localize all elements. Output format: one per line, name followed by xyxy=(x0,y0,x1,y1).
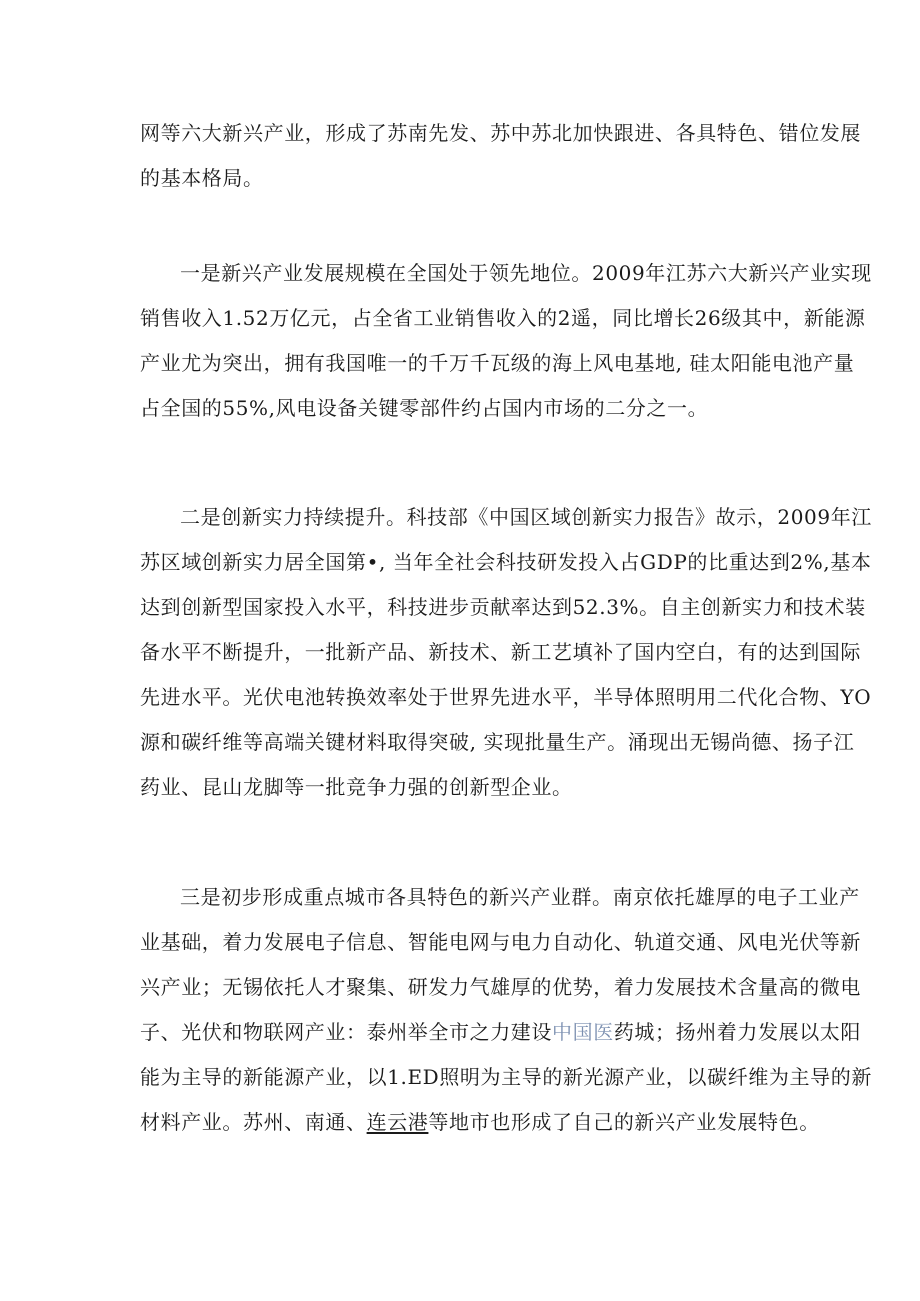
text-line: 苏区域创新实力居全国第•, 当年全社会科技研发投入占GDP的比重达到2%,基本 xyxy=(140,550,872,574)
text-segment: 等地市也形成了自己的新兴产业发展特色。 xyxy=(428,1110,820,1134)
text-line: 兴产业；无锡依托人才聚集、研发力气雄厚的优势，着力发展技术含量高的微电 xyxy=(140,975,861,999)
text-segment: 材料产业。苏州、南通、 xyxy=(140,1110,367,1134)
text-line: 备水平不断提升，一批新产品、新技术、新工艺填补了国内空白，有的达到国际 xyxy=(140,640,861,664)
text-segment: 子、光伏和物联网产业：泰州举全市之力建设 xyxy=(140,1020,552,1044)
text-line: 达到创新型国家投入水平，科技进步贡献率达到52.3%。自主创新实力和技术装 xyxy=(140,595,866,619)
text-line: 占全国的55%,风电设备关键零部件约占国内市场的二分之一。 xyxy=(140,396,709,420)
text-line: 的基本格局。 xyxy=(140,166,264,190)
paragraph-intro-continuation xyxy=(140,111,861,201)
paragraph-city-clusters xyxy=(140,875,872,1145)
text-line: 先进水平。光伏电池转换效率处于世界先进水平，半导体照明用二代化合物、YO xyxy=(140,685,872,709)
text-segment: 药城；扬州着力发展以太阳 xyxy=(613,1020,862,1044)
inline-link-lianyungang[interactable]: 连云港 xyxy=(366,1110,429,1134)
text-line-with-link xyxy=(140,1010,862,1055)
paragraph-industry-scale xyxy=(140,251,872,431)
text-line: 药业、昆山龙脚等一批竞争力强的创新型企业。 xyxy=(140,775,573,799)
text-line: 能为主导的新能源产业，以1.ED照明为主导的新光源产业，以碳纤维为主导的新 xyxy=(140,1065,872,1089)
text-line: 源和碳纤维等高端关键材料取得突破, 实现批量生产。涌现出无锡尚德、扬子江 xyxy=(140,730,855,754)
inline-link-zhongguoyi[interactable]: 中国医 xyxy=(552,1020,614,1044)
paragraph-innovation xyxy=(140,495,872,810)
text-line: 产业尤为突出，拥有我国唯一的千万千瓦级的海上风电基地, 硅太阳能电池产量 xyxy=(140,351,855,375)
text-line: 二是创新实力持续提升。科技部《中国区域创新实力报告》故示，2009年江 xyxy=(180,505,872,529)
text-line-with-link xyxy=(140,1100,820,1145)
text-line: 一是新兴产业发展规模在全国处于领先地位。2009年江苏六大新兴产业实现 xyxy=(180,261,872,285)
text-line: 销售收入1.52万亿元，占全省工业销售收入的2遥，同比增长26级其中，新能源 xyxy=(140,306,866,330)
text-line: 三是初步形成重点城市各具特色的新兴产业群。南京依托雄厚的电子工业产 xyxy=(180,885,860,909)
text-line: 网等六大新兴产业，形成了苏南先发、苏中苏北加快跟进、各具特色、错位发展 xyxy=(140,121,861,145)
text-line: 业基础，着力发展电子信息、智能电网与电力自动化、轨道交通、风电光伏等新 xyxy=(140,930,861,954)
